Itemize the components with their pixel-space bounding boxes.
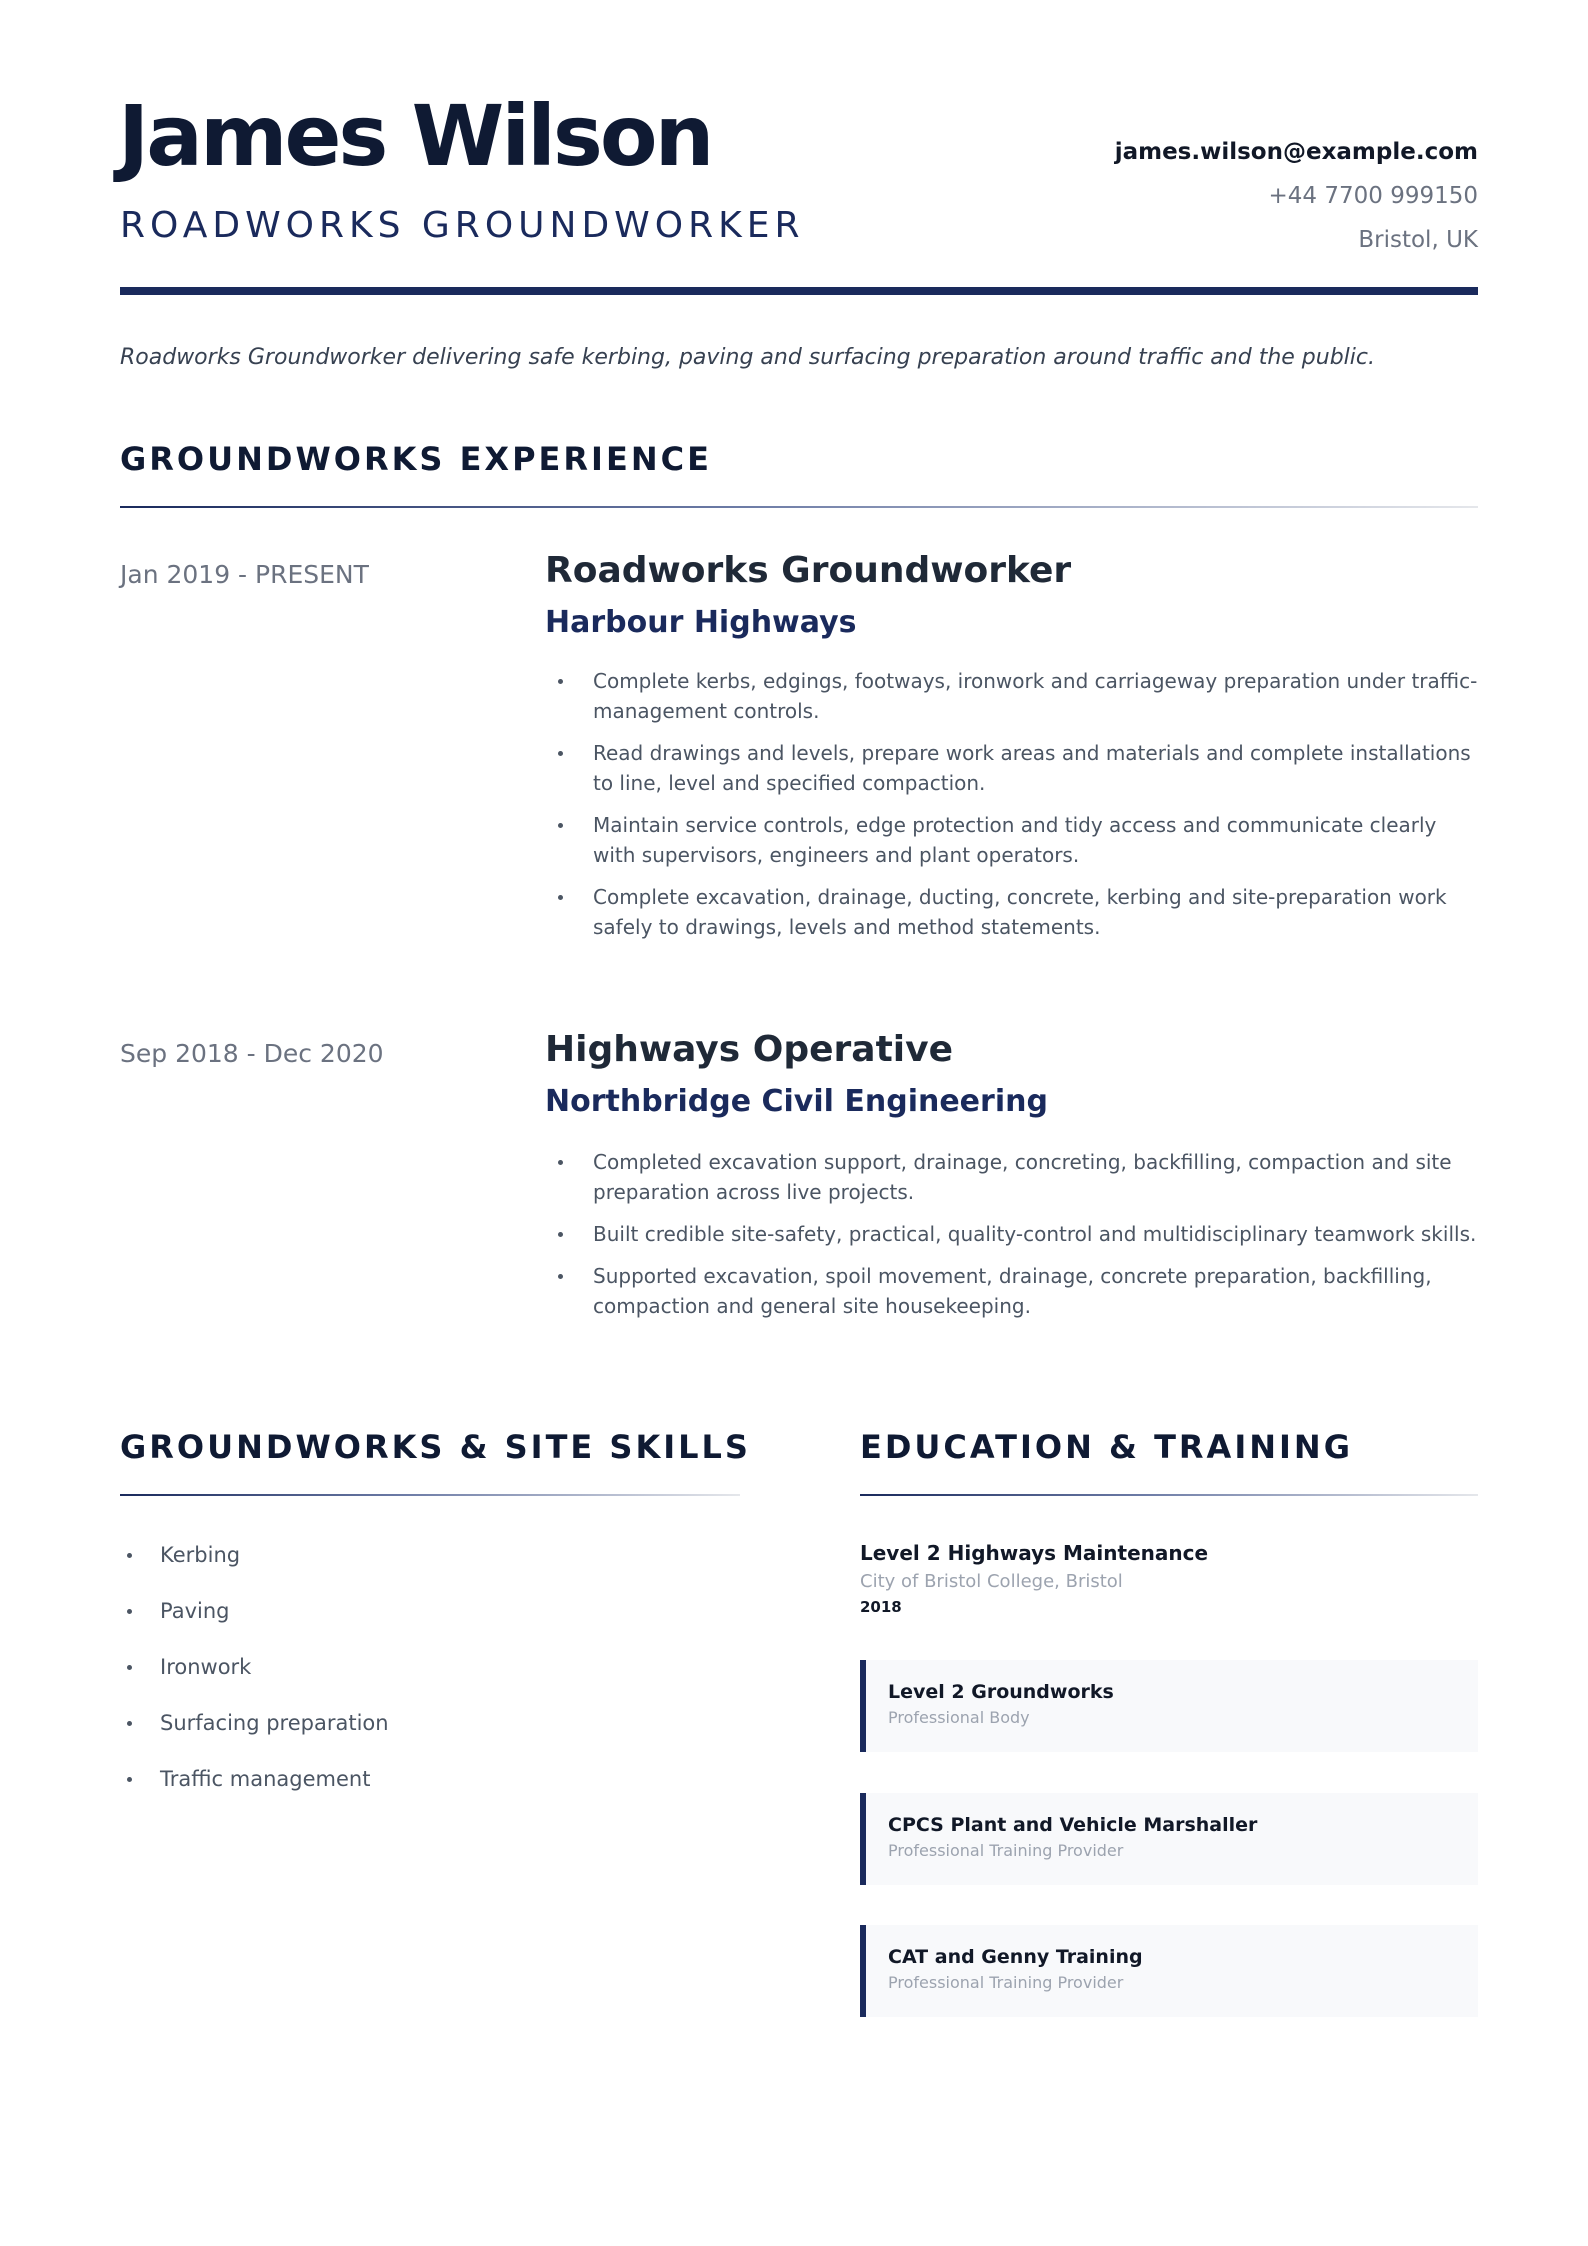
job-dates: Sep 2018 - Dec 2020 xyxy=(120,1039,384,1068)
job-bullet: Built credible site-safety, practical, quality-control and multidisciplinary teamwork skills. xyxy=(545,1219,1478,1249)
contact-block xyxy=(1115,130,1478,262)
job-bullet: Complete excavation, drainage, ducting, concrete, kerbing and site-preparation work safely to drawings, levels and method statements. xyxy=(545,882,1478,942)
education-section-title: EDUCATION & TRAINING xyxy=(860,1428,1353,1466)
job-bullet: Complete kerbs, edgings, footways, ironwork and carriageway preparation under traffic-management controls. xyxy=(545,666,1478,726)
certification-card xyxy=(860,1925,1478,2017)
skill-item: Kerbing xyxy=(120,1540,740,1570)
skill-item: Paving xyxy=(120,1596,740,1626)
certification-title: Level 2 Groundworks xyxy=(888,1681,1114,1703)
phone-number: +44 7700 999150 xyxy=(1268,183,1478,209)
candidate-name: James Wilson xyxy=(118,87,712,185)
skill-item: Surfacing preparation xyxy=(120,1708,740,1738)
job-bullet: Completed excavation support, drainage, concreting, backfilling, compaction and site preparation across live projects. xyxy=(545,1147,1478,1207)
profile-summary: Roadworks Groundworker delivering safe kerbing, paving and surfacing preparation around traffic and the public. xyxy=(120,345,1375,370)
education-institution: City of Bristol College, Bristol xyxy=(860,1571,1123,1592)
education-title: Level 2 Highways Maintenance xyxy=(860,1541,1209,1565)
job-bullets xyxy=(545,666,1478,954)
education-divider xyxy=(860,1494,1478,1496)
certification-provider: Professional Training Provider xyxy=(888,1841,1124,1860)
certification-card xyxy=(860,1660,1478,1752)
job-role-title: ROADWORKS GROUNDWORKER xyxy=(120,205,805,246)
job-bullet: Read drawings and levels, prepare work areas and materials and complete installations to line, level and specified compaction. xyxy=(545,738,1478,798)
education-entry xyxy=(860,1538,1478,1618)
skill-item: Traffic management xyxy=(120,1764,740,1794)
job-bullet: Maintain service controls, edge protection and tidy access and communicate clearly with supervisors, engineers and plant operators. xyxy=(545,810,1478,870)
header-divider xyxy=(120,287,1478,295)
experience-divider xyxy=(120,506,1478,508)
resume-header xyxy=(118,87,1478,290)
job-company: Northbridge Civil Engineering xyxy=(545,1084,1048,1119)
certification-provider: Professional Body xyxy=(888,1708,1030,1727)
job-title: Highways Operative xyxy=(545,1029,954,1070)
job-title: Roadworks Groundworker xyxy=(545,550,1072,591)
certification-card xyxy=(860,1793,1478,1885)
certification-title: CAT and Genny Training xyxy=(888,1946,1143,1968)
job-dates: Jan 2019 - PRESENT xyxy=(120,560,369,589)
job-bullets xyxy=(545,1147,1478,1333)
job-bullet: Supported excavation, spoil movement, drainage, concrete preparation, backfilling, compaction and general site housekeeping. xyxy=(545,1261,1478,1321)
skills-section-title: GROUNDWORKS & SITE SKILLS xyxy=(120,1428,751,1466)
email-link[interactable]: james.wilson@example.com xyxy=(1114,139,1478,165)
certification-title: CPCS Plant and Vehicle Marshaller xyxy=(888,1814,1258,1836)
education-year: 2018 xyxy=(860,1598,902,1616)
job-company: Harbour Highways xyxy=(545,605,857,640)
skills-divider xyxy=(120,1494,740,1496)
experience-section-title: GROUNDWORKS EXPERIENCE xyxy=(120,440,712,478)
location: Bristol, UK xyxy=(1358,227,1478,253)
skill-item: Ironwork xyxy=(120,1652,740,1682)
skills-list xyxy=(120,1540,740,1820)
certification-provider: Professional Training Provider xyxy=(888,1973,1124,1992)
